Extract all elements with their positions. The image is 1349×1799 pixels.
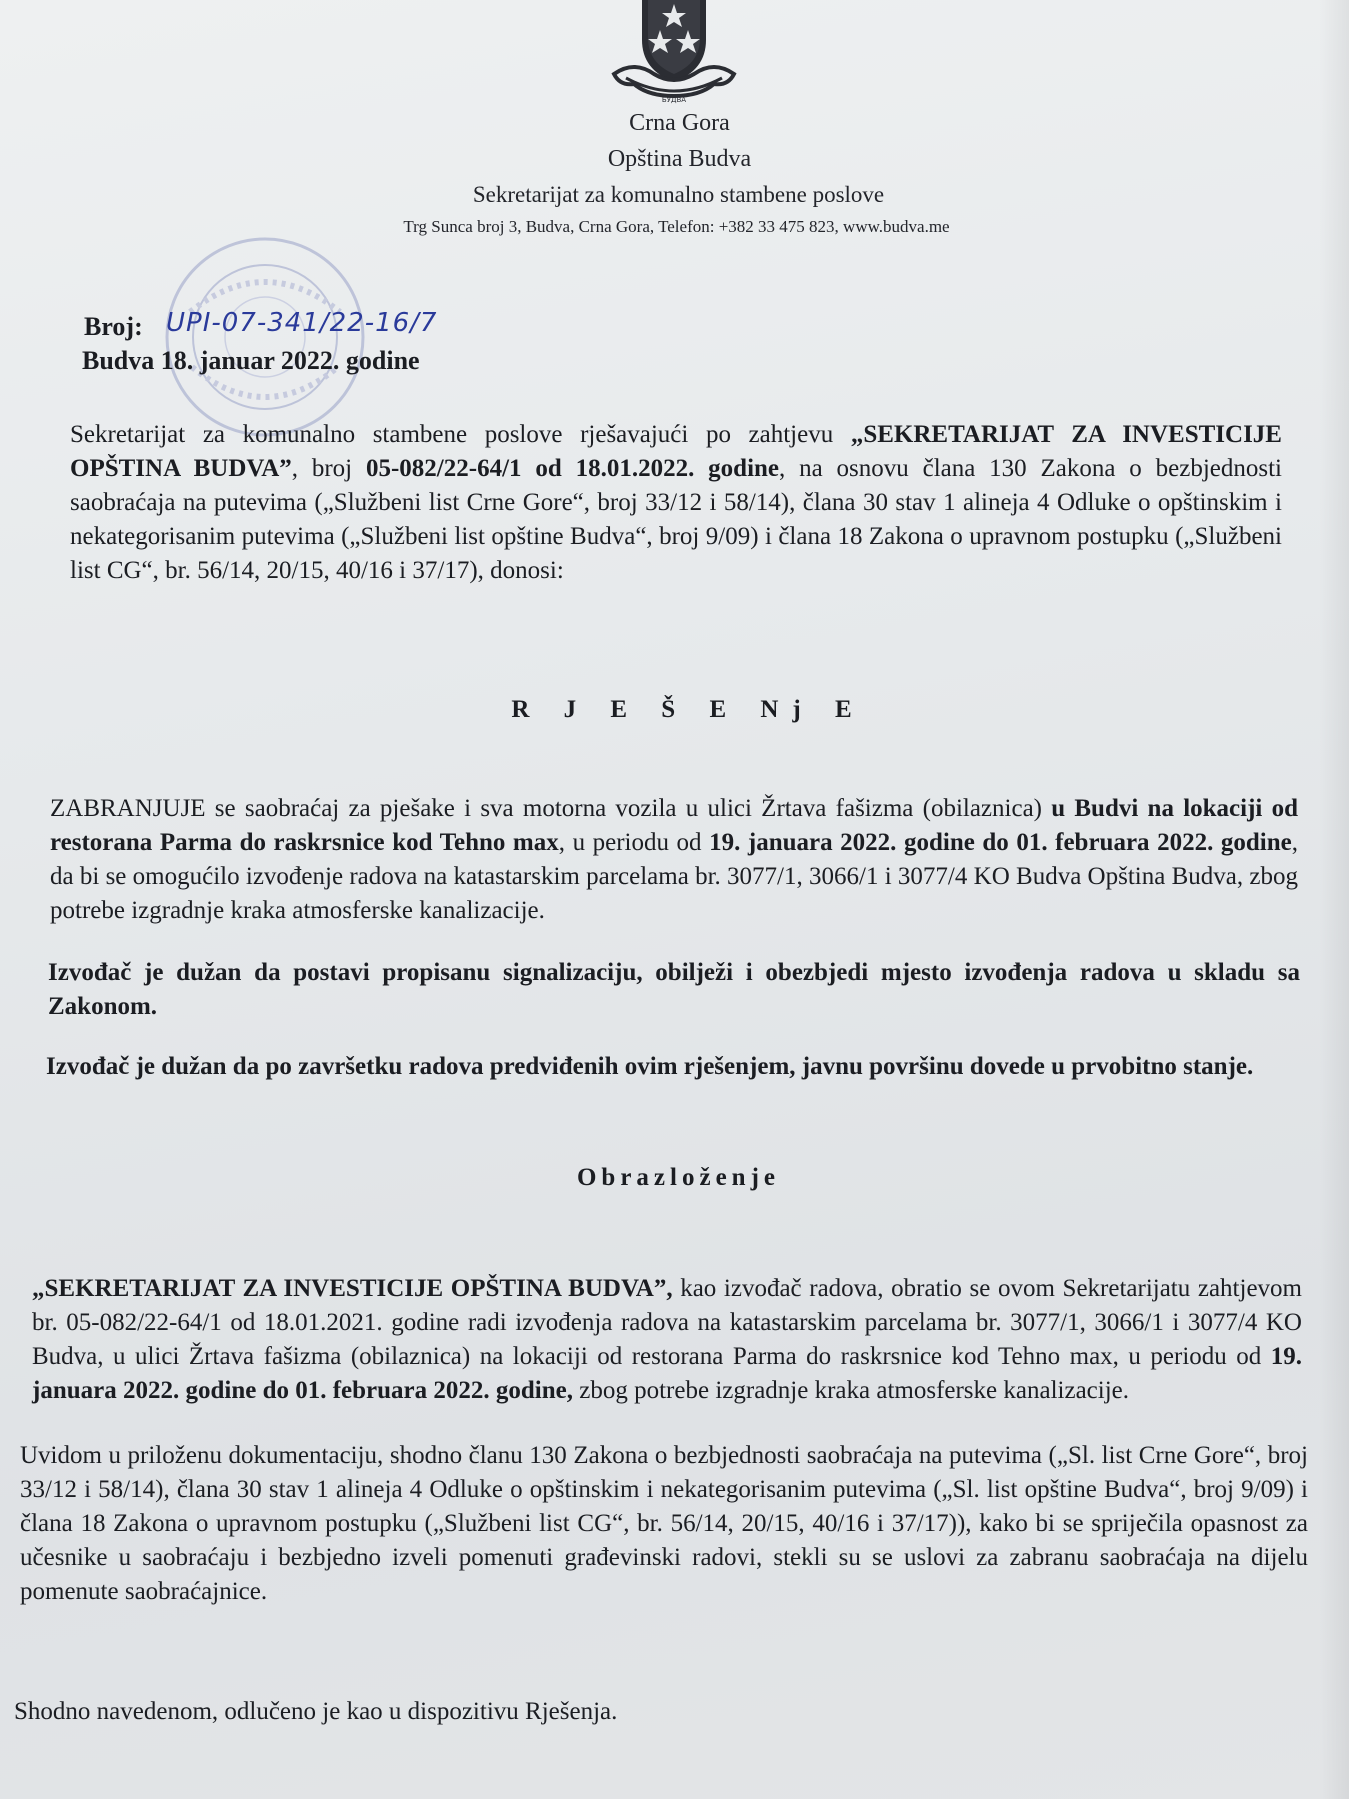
- explanation-title: Obrazloženje: [576, 1164, 780, 1191]
- document-date: Budva 18. januar 2022. godine: [82, 346, 420, 375]
- intro-text-3: , na osnovu člana 130 Zakona o bezbjednosti saobraćaja na putevima („Službeni list Crne Gore“, broj 33/12 i 58/14), člana 30 stav 1 alineja 4 Odluke o opštinskim i nekategorisanim putevima („Službeni list opštine Budva“, broj 9/09) i člana 18 Zakona o upravnom postupku („Službeni list CG“, br. 56/14, 20/15, 40/16 i 37/17), donosi:: [70, 455, 1282, 584]
- disposition-text-2: , u periodu od: [558, 829, 710, 856]
- intro-request-number: 05-082/22-64/1 od 18.01.2022. godine: [365, 455, 780, 482]
- intro-text-2: , broj: [291, 455, 366, 482]
- decision-title: R J E Š E Nj E: [511, 696, 866, 723]
- case-number-label: Broj:: [84, 312, 143, 341]
- crest-inscription: БУДВА: [661, 96, 687, 104]
- disposition-text-1: ZABRANJUJE se saobraćaj za pješake i sva motorna vozila u ulici Žrtava fašizma (obilaznica): [50, 795, 1052, 822]
- disposition-text-3: , da bi se omogućilo izvođenje radova na katastarskim parcelama br. 3077/1, 3066/1 i 3077/4 KO Budva Opština Budva, zbog potrebe izgradnje kraka atmosferske kanalizacije.: [50, 829, 1298, 924]
- explanation-text-1: kao izvođač radova, obratio se ovom Sekretarijatu zahtjevom br. 05-082/22-64/1 od 18.01.2021. godine radi izvođenja radova na katastarskim parcelama br. 3077/1, 3066/1 i 3077/4 KO Budva, u ulici Žrtava fašizma (obilaznica) na lokaciji od restorana Parma do raskrsnice kod Tehno max, u periodu od: [32, 1275, 1302, 1370]
- disposition-obligation-restoration: Izvođač je dužan da po završetku radova predviđenih ovim rješenjem, javnu površinu dovede u prvobitno stanje.: [46, 1053, 1254, 1080]
- disposition-obligation-signalization: Izvođač je dužan da postavi propisanu signalizaciju, obilježi i obezbjedi mjesto izvođenja radova u skladu sa Zakonom.: [48, 959, 1300, 1020]
- explanation-period: 19. januara 2022. godine do 01. februara 2022. godine,: [32, 1343, 1302, 1404]
- intro-text-1: Sekretarijat za komunalno stambene poslove rješavajući po zahtjevu: [70, 421, 851, 448]
- header-municipality: Opština Budva: [607, 146, 752, 172]
- explanation-paragraph-2: Uvidom u priloženu dokumentaciju, shodno članu 130 Zakona o bezbjednosti saobraćaja na putevima („Sl. list Crne Gore“, broj 33/12 i 58/14), člana 30 stav 1 alineja 4 Odluke o opštinskim i nekategorisanim putevima („Sl. list opštine Budva“, broj 9/09) i člana 18 Zakona o upravnom postupku („Službeni list CG“, br. 56/14, 20/15, 40/16 i 37/17)), kako bi se spriječila opasnost za učesnike u saobraćaju i bezbjedno izveli pomenuti građevinski radovi, stekli su se uslovi za zabranu saobraćaja na dijelu pomenute saobraćajnice.: [20, 1442, 1308, 1605]
- disposition-location: u Budvi na lokaciji od restorana Parma do raskrsnice kod Tehno max: [50, 795, 1298, 856]
- header-country: Crna Gora: [629, 110, 730, 136]
- explanation-text-2: zbog potrebe izgradnje kraka atmosferske kanalizacije.: [573, 1377, 1129, 1404]
- case-number-handwritten: UPI-07-341/22-16/7: [166, 308, 438, 338]
- page-shadow: [1319, 0, 1349, 1799]
- disposition-paragraph: [50, 792, 1298, 928]
- header-department: Sekretarijat za komunalno stambene poslove: [472, 182, 885, 207]
- disposition-period: 19. januara 2022. godine do 01. februara 2022. godine: [709, 829, 1292, 856]
- municipality-crest-icon: [604, 0, 744, 108]
- explanation-conclusion: Shodno navedenom, odlučeno je kao u dispozitivu Rješenja.: [14, 1698, 618, 1725]
- intro-requester: „SEKRETARIJAT ZA INVESTICIJE OPŠTINA BUDVA”: [70, 421, 1282, 482]
- explanation-paragraph-1: [32, 1272, 1302, 1408]
- header-address: Trg Sunca broj 3, Budva, Crna Gora, Telefon: +382 33 475 823, www.budva.me: [403, 217, 950, 236]
- explanation-requester: „SEKRETARIJAT ZA INVESTICIJE OPŠTINA BUDVA”,: [32, 1275, 673, 1302]
- intro-paragraph: [70, 418, 1282, 588]
